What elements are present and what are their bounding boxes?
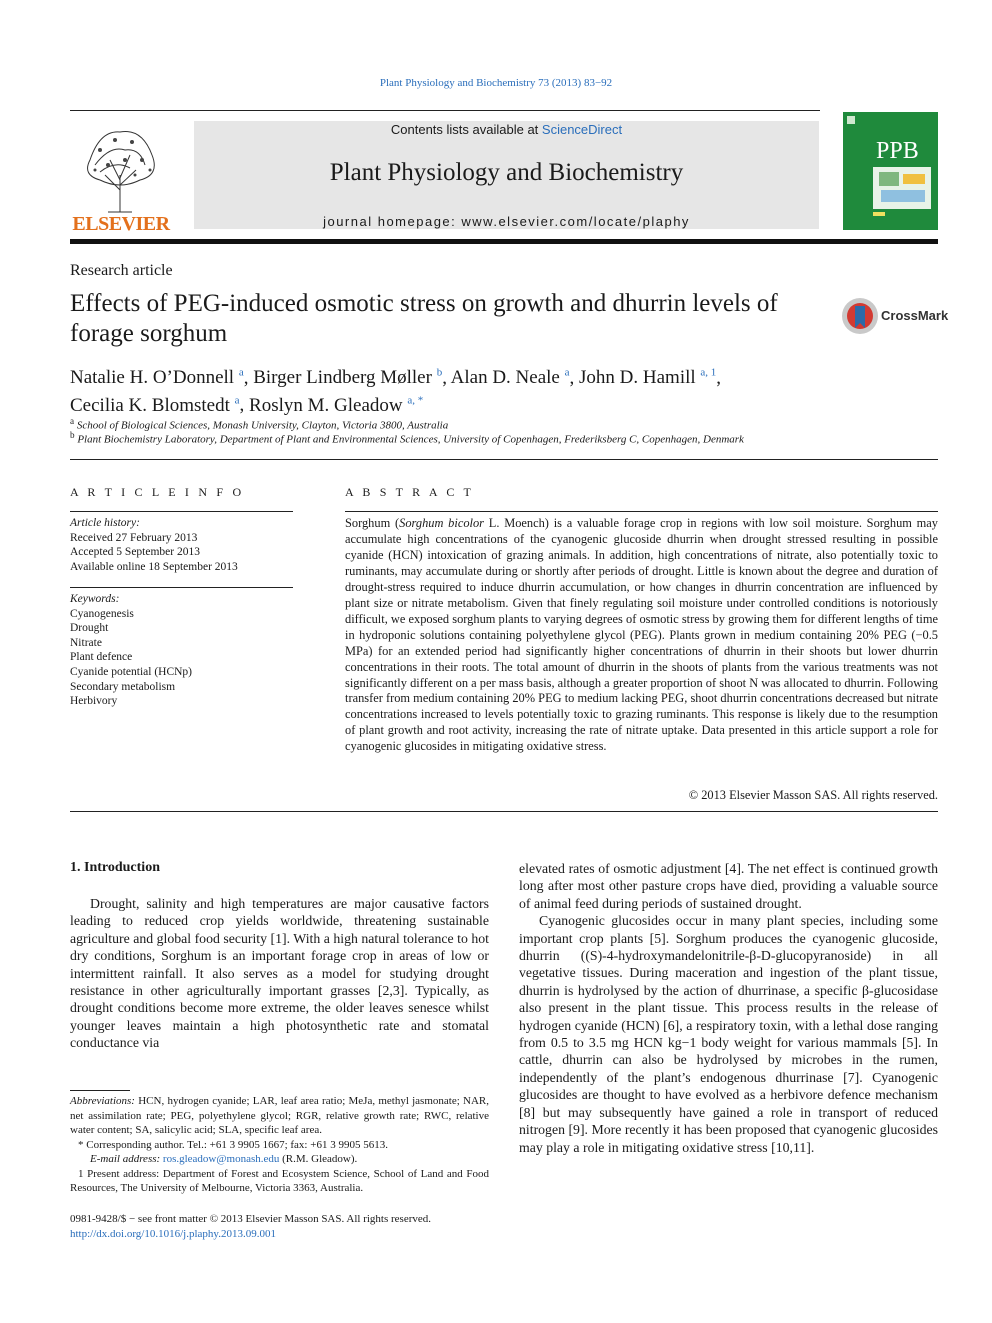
journal-title: Plant Physiology and Biochemistry <box>329 159 684 186</box>
journal-cover-thumbnail[interactable] <box>843 112 938 230</box>
crossmark-icon <box>841 296 879 336</box>
contents-prefix: Contents lists available at <box>390 122 542 137</box>
footnote-rule <box>70 1090 130 1091</box>
keyword: Plant defence <box>70 651 133 664</box>
footnote-email: E-mail address: ros.gleadow@monash.edu (R.M. Gleadow). <box>90 1153 358 1165</box>
abstract-copyright: © 2013 Elsevier Masson SAS. All rights reserved. <box>688 788 938 802</box>
author[interactable]: Birger Lindberg Møller $^b$ <box>253 367 443 389</box>
keyword: Drought <box>70 622 109 635</box>
article-title: Effects of PEG-induced osmotic stress on growth and dhurrin levels of forage sorghum <box>70 290 778 347</box>
crossmark-button[interactable] <box>841 296 951 336</box>
info-rule-2 <box>70 587 293 588</box>
keywords: Keywords: Cyanogenesis Drought Nitrate Plant defence Cyanide potential (HCNp) Secondary metabolism Herbivory <box>70 593 193 708</box>
keyword: Herbivory <box>70 695 118 708</box>
article-info-heading: A R T I C L E I N F O <box>70 485 245 499</box>
intro-left-column: Drought, salinity and high temperatures are major causative factors leading to reduced crop yields worldwide, threatening sustainable agriculture and global food security [1]. With a high natural tolerance to hot dry conditions, Sorghum is an important forage crop in areas of low or intermittent rainfall. It also serves as a model for studying drought resistance in other agriculturally important grasses [2,3]. Typically, as drought conditions become more extreme, the older leaves senesce whilst younger leaves maintain a high photosynthetic rate and stomatal conductance via <box>70 896 489 1051</box>
keyword: Nitrate <box>70 636 102 649</box>
email-link[interactable]: ros.gleadow@monash.edu <box>162 1153 280 1165</box>
abstract-heading: A B S T R A C T <box>345 485 475 499</box>
journal-homepage <box>194 214 819 229</box>
keyword: Cyanide potential (HCNp) <box>70 665 193 678</box>
author[interactable]: John D. Hamill $^{a, 1}$ <box>579 367 717 389</box>
header-thick-rule <box>70 239 938 244</box>
affiliation-rule <box>70 459 938 460</box>
abstract-text: Sorghum (Sorghum bicolor L. Moench) is a valuable forage crop in regions with low soil moisture. Sorghum may accumulate high concentrations of the cyanogenic glucoside dhurrin when drought stressed resulting in possible cyanide (HCN) intoxication of grazing animals. In addition, high concentrations of nitrate, also potentially toxic to ruminants, may accumulate during or shortly after periods of drought. Little is known about the degree and duration of drought-stress required to induce dhurrin accumulation, or how changes in dhurrin concentration are influenced by plant size or nitrate metabolism. Given that finely regulating soil moisture under controlled conditions is notoriously difficult, we exposed sorghum plants to varying degrees of osmotic stress by growing them for different lengths of time in hydroponic solutions containing polyethylene glycol (PEG). Plants grown in medium containing 20% PEG (−0.5 MPa) for an extended period had significantly higher concentrations of dhurrin in their shoots but lower dhurrin concentrations in their roots. The total amount of dhurrin in the shoots of plants from the various treatments was not significantly different on a per mass basis, although a greater proportion of shoot N was allocated to dhurrin. Following transfer from medium containing 20% PEG to medium lacking PEG, shoot dhurrin concentrations decreased but nitrate concentrations increased to levels potentially toxic to grazing ruminants. This response is likely due to the resumption of plant growth and root activity, increasing the rate of nitrate uptake. Data presented in this article support a role for cyanogenic glucosides in mitigating oxidative stress. <box>345 516 939 754</box>
contents-line <box>194 122 819 137</box>
author-list: Natalie H. O’Donnell $^a$, Birger Lindberg Møller $^b$, Alan D. Neale $^a$, John D. Hamill $^{a, 1}$, Cecilia K. Blomstedt $^a$, Roslyn M. Gleadow $^{a, *}$ <box>70 367 722 416</box>
author[interactable]: Alan D. Neale $^a$ <box>450 367 570 389</box>
intro-right-column: elevated rates of osmotic adjustment [4]. The net effect is continued growth long after most other pasture crops have died, providing a valuable source of animal feed during periods of sustained drought. Cyanogenic glucosides occur in many plant species, including some important crop plants [5]. Sorghum produces the cyanogenic glucoside, dhurrin ((S)-4-hydroxymandelonitrile-β-D-glucopyranoside) in all vegetative tissues. During maceration and ingestion of the plant tissue, dhurrin is hydrolysed by the action of dhurrinase, a specific β-glucosidase also present in the plant tissue. This process results in the release of hydrogen cyanide (HCN) [6], a respiratory toxin, with a lethal dose ranging from 0.5 to 3.5 mg HCN kg−1 body weight for various mammals [5]. In cattle, dhurrin can also be hydrolysed by microbes in the rumen, independently of the plant’s endogenous dhurrinase [7]. Cyanogenic glucosides are thought to have evolved as a herbivore defence mechanism [8] but may subsequently have gained a role in transport of reduced nitrogen [9]. More recently it has been proposed that cyanogenic glucosides may play a role in mitigating oxidative stress [10,11]. <box>519 861 938 1155</box>
cover-ppb-label: PPB <box>876 138 919 164</box>
journal-header-band <box>194 121 819 229</box>
author[interactable]: Cecilia K. Blomstedt $^a$ <box>70 394 240 416</box>
footnote-abbreviations: Abbreviations: HCN, hydrogen cyanide; LAR, leaf area ratio; MeJa, methyl jasmonate; NAR, net assimilation rate; PEG, polyethylene glycol; RGR, relative growth rate; RWC, relative water content; SA, salicylic acid; SLA, specific leaf area. <box>70 1095 489 1136</box>
homepage-prefix: journal homepage: <box>323 214 462 229</box>
author[interactable]: Natalie H. O’Donnell $^a$ <box>70 367 244 389</box>
doi-link[interactable]: http://dx.doi.org/10.1016/j.plaphy.2013.09.001 <box>70 1228 276 1240</box>
abstract-bottom-rule <box>70 811 938 812</box>
homepage-url-link[interactable]: www.elsevier.com/locate/plaphy <box>461 214 690 229</box>
article-type: Research article <box>70 262 173 279</box>
footnote-present-address: 1 Present address: Department of Forest and Ecosystem Science, School of Land and Food Resources, The University of Melbourne, Victoria 3363, Australia. <box>70 1167 489 1194</box>
keyword: Secondary metabolism <box>70 680 176 693</box>
issn-doi-block <box>70 1212 431 1242</box>
introduction-heading: 1. Introduction <box>70 860 160 875</box>
author[interactable]: Roslyn M. Gleadow $^{a, *}$ <box>249 394 424 416</box>
keyword: Cyanogenesis <box>70 607 134 620</box>
info-rule-1 <box>70 511 293 512</box>
affiliation-b: $^b$ Plant Biochemistry Laboratory, Department of Plant and Environmental Sciences, University of Copenhagen, Frederiksberg C, Copenhagen, Denmark <box>70 430 744 446</box>
footnotes <box>70 1094 489 1196</box>
affiliation-a: $^a$ School of Biological Sciences, Monash University, Clayton, Victoria 3800, Australia <box>70 416 449 432</box>
article-history: Article history: Received 27 February 2013 Accepted 5 September 2013 Available online 18 September 2013 <box>70 517 238 573</box>
elsevier-wordmark: ELSEVIER <box>72 213 170 235</box>
journal-citation[interactable]: Plant Physiology and Biochemistry 73 (2013) 83−92 <box>379 77 613 89</box>
sciencedirect-link[interactable]: ScienceDirect <box>541 122 623 137</box>
footnote-corresponding: * Corresponding author. Tel.: +61 3 9905 1667; fax: +61 3 9905 5613. <box>78 1138 388 1151</box>
issn-line: 0981-9428/$ − see front matter © 2013 Elsevier Masson SAS. All rights reserved. <box>70 1213 432 1225</box>
cover-art-icon <box>843 112 938 230</box>
abstract-rule <box>345 511 938 512</box>
crossmark-label: CrossMark <box>881 308 949 323</box>
header-top-rule <box>70 110 820 111</box>
